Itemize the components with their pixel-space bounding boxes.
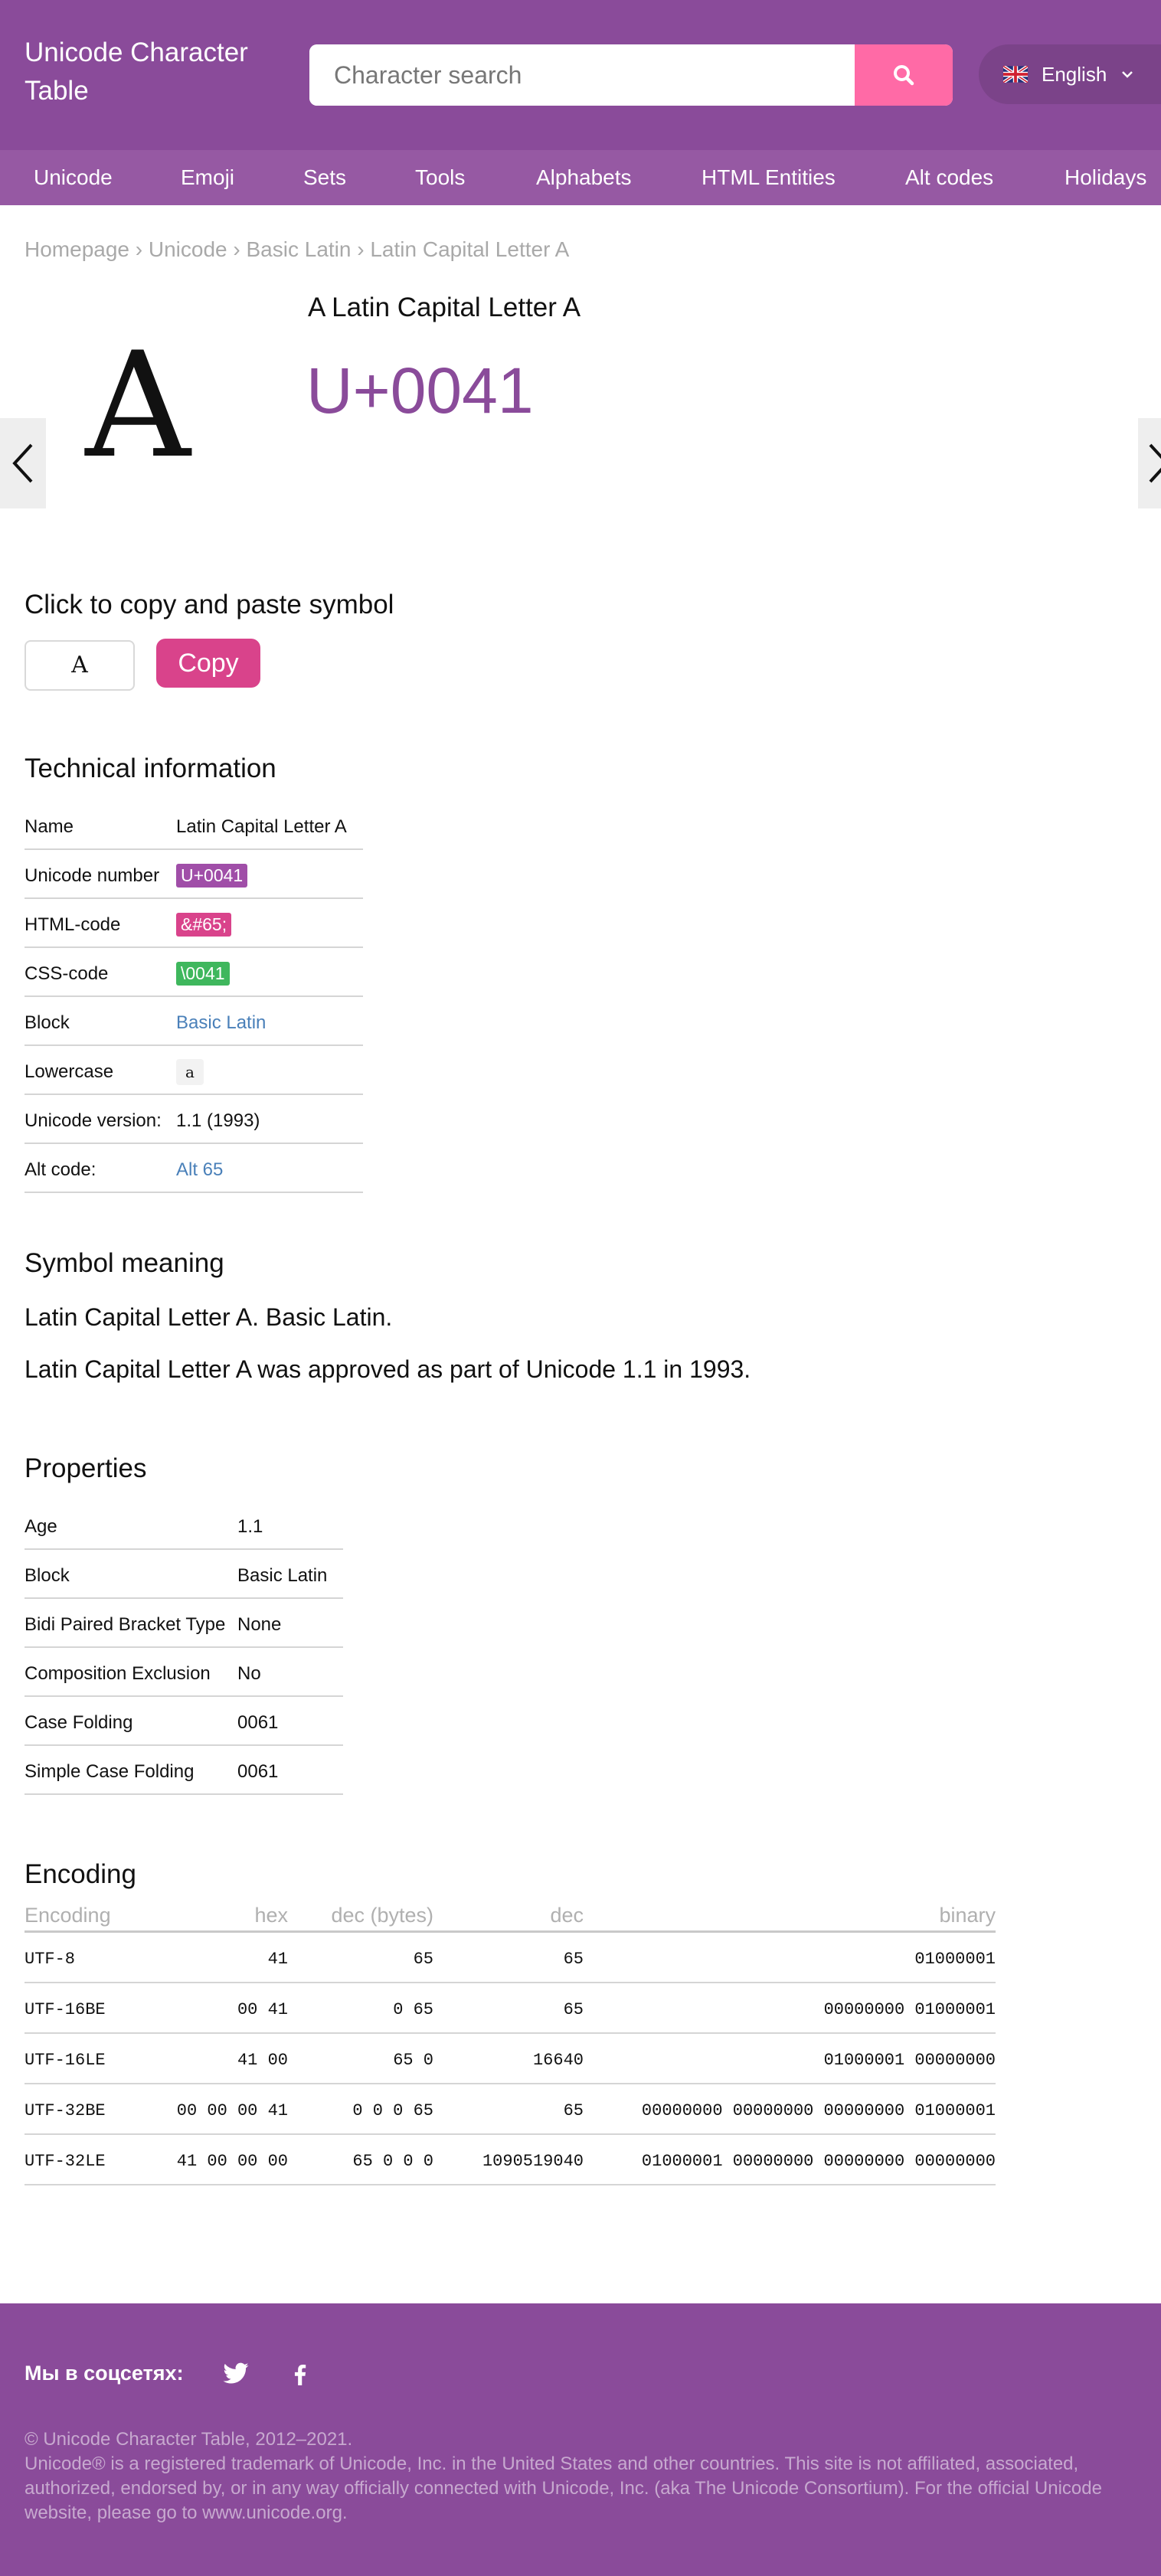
row-key: Block	[25, 1012, 70, 1033]
cell-dec: 16640	[532, 2051, 584, 2070]
table-row	[25, 1599, 343, 1648]
cell-hex: 41 00 00 00	[176, 2152, 288, 2171]
cell-dec-bytes: 0 0 0 65	[352, 2101, 433, 2120]
cell-dec: 65	[563, 1950, 584, 1969]
cell-dec: 65	[563, 2000, 584, 2019]
facebook-icon[interactable]	[286, 2360, 314, 2388]
breadcrumb-basic-latin[interactable]: Basic Latin	[246, 237, 352, 261]
table-row	[25, 1933, 996, 1983]
language-label: English	[1042, 62, 1107, 86]
table-row	[25, 1095, 363, 1144]
lowercase-link[interactable]: a	[176, 1059, 204, 1085]
nav-alphabets[interactable]: Alphabets	[536, 165, 632, 189]
row-key: Simple Case Folding	[25, 1761, 195, 1782]
cell-encoding: UTF-16LE	[25, 2051, 106, 2070]
table-row	[25, 1746, 343, 1795]
row-key: Block	[25, 1565, 70, 1586]
search-icon	[892, 64, 915, 87]
nav-alt-codes[interactable]: Alt codes	[905, 165, 994, 189]
cell-encoding: UTF-32BE	[25, 2101, 106, 2120]
cell-binary: 00000000 00000000 00000000 01000001	[641, 2101, 996, 2120]
character-code: U+0041	[306, 355, 534, 427]
logo-line-1[interactable]: Unicode Character	[25, 38, 248, 67]
nav-sets[interactable]: Sets	[303, 165, 347, 189]
nav-html-entities[interactable]: HTML Entities	[702, 165, 836, 189]
cell-dec: 65	[563, 2101, 584, 2120]
cell-binary: 00000000 01000001	[823, 2000, 996, 2019]
column-header: Encoding	[25, 1904, 111, 1927]
chevron-right-icon	[1147, 442, 1161, 485]
meaning-text-2: Latin Capital Letter A was approved as part of Unicode 1.1 in 1993.	[25, 1355, 751, 1383]
table-row	[25, 1046, 363, 1095]
column-header: hex	[254, 1904, 288, 1927]
twitter-icon[interactable]	[222, 2360, 250, 2388]
encoding-table-header	[25, 1902, 996, 1933]
properties-table	[25, 1501, 343, 1795]
block-link[interactable]: Basic Latin	[176, 1012, 267, 1033]
cell-encoding: UTF-8	[25, 1950, 76, 1969]
cell-binary: 01000001 00000000	[823, 2051, 996, 2070]
encoding-heading: Encoding	[25, 1859, 136, 1889]
table-row	[25, 2084, 996, 2135]
table-row	[25, 2135, 996, 2185]
social-label: Мы в соцсетях:	[25, 2362, 184, 2385]
column-header: dec	[550, 1904, 584, 1927]
unicode-number-badge[interactable]: U+0041	[176, 864, 247, 888]
site-logo[interactable]	[25, 34, 270, 110]
breadcrumb-unicode[interactable]: Unicode	[148, 237, 227, 261]
symbol-meaning-heading: Symbol meaning	[25, 1248, 224, 1278]
table-row	[25, 1697, 343, 1746]
search-button[interactable]	[855, 44, 953, 106]
breadcrumb-separator: ›	[135, 237, 143, 261]
next-character-button[interactable]	[1138, 418, 1161, 508]
site-footer	[0, 2303, 1161, 2576]
breadcrumb-separator: ›	[357, 237, 365, 261]
table-row	[25, 997, 363, 1046]
main-nav	[0, 150, 1161, 205]
copy-heading: Click to copy and paste symbol	[25, 590, 394, 619]
table-row	[25, 948, 363, 997]
table-row	[25, 1648, 343, 1697]
technical-info-heading: Technical information	[25, 754, 276, 783]
copy-button[interactable]: Copy	[156, 639, 260, 688]
copy-symbol-field[interactable]: A	[25, 640, 135, 691]
nav-unicode[interactable]: Unicode	[34, 165, 113, 189]
cell-binary: 01000001	[914, 1950, 996, 1969]
character-glyph: A	[85, 321, 191, 490]
row-value: No	[237, 1663, 261, 1684]
cell-dec: 1090519040	[482, 2152, 584, 2171]
row-value: 0061	[237, 1712, 279, 1733]
cell-dec-bytes: 0 65	[393, 2000, 433, 2019]
row-value: None	[237, 1614, 282, 1635]
breadcrumb-current: Latin Capital Letter A	[370, 237, 570, 261]
language-selector[interactable]	[979, 44, 1161, 104]
row-key: Composition Exclusion	[25, 1663, 211, 1684]
copyright-text: © Unicode Character Table, 2012–2021.	[25, 2429, 353, 2450]
row-key: Lowercase	[25, 1061, 114, 1082]
row-key: Unicode version:	[25, 1110, 162, 1131]
row-value: 1.1	[237, 1516, 263, 1537]
table-row	[25, 1501, 343, 1550]
alt-code-link[interactable]: Alt 65	[176, 1159, 224, 1180]
row-value: Basic Latin	[237, 1565, 328, 1586]
technical-info-table	[25, 801, 363, 1193]
row-value: 0061	[237, 1761, 279, 1782]
logo-line-2[interactable]: Table	[25, 76, 89, 106]
row-key: Alt code:	[25, 1159, 96, 1180]
row-key: Case Folding	[25, 1712, 133, 1733]
table-row	[25, 2034, 996, 2084]
row-key: HTML-code	[25, 914, 121, 935]
cell-dec-bytes: 65	[413, 1950, 433, 1969]
search-input[interactable]	[309, 44, 855, 106]
chevron-down-icon	[1120, 70, 1134, 79]
site-header	[0, 0, 1161, 150]
search-box	[309, 44, 953, 106]
row-value: 1.1 (1993)	[176, 1110, 260, 1131]
breadcrumb-homepage[interactable]: Homepage	[25, 237, 129, 261]
cell-hex: 00 41	[237, 2000, 288, 2019]
cell-encoding: UTF-32LE	[25, 2152, 106, 2171]
nav-tools[interactable]: Tools	[415, 165, 466, 189]
footer-text	[25, 2427, 1127, 2525]
css-code-badge[interactable]: \0041	[176, 962, 230, 986]
meaning-text-1: Latin Capital Letter A. Basic Latin.	[25, 1303, 393, 1331]
row-key: CSS-code	[25, 963, 109, 984]
row-key: Unicode number	[25, 865, 160, 886]
disclaimer-text: Unicode® is a registered trademark of Unicode, Inc. in the United States and other countries. This site is not affiliated, associated, authorized, endorsed by, or in any way officially connected with Unicode, Inc. (aka The Unicode Consortium). For the official Unicode website, please go to www.unicode.org.	[25, 2453, 1102, 2523]
encoding-table	[25, 1902, 996, 2185]
nav-emoji[interactable]: Emoji	[181, 165, 235, 189]
cell-binary: 01000001 00000000 00000000 00000000	[641, 2152, 996, 2171]
cell-hex: 41 00	[237, 2051, 288, 2070]
cell-dec-bytes: 65 0 0 0	[352, 2152, 433, 2171]
table-row	[25, 1983, 996, 2034]
row-key: Name	[25, 816, 74, 837]
table-row	[25, 801, 363, 850]
chevron-left-icon	[11, 442, 34, 485]
breadcrumb-separator: ›	[233, 237, 240, 261]
uk-flag-icon	[1003, 66, 1028, 83]
breadcrumb	[25, 237, 569, 262]
column-header: dec (bytes)	[331, 1904, 433, 1927]
row-value: Latin Capital Letter A	[176, 816, 347, 837]
row-key: Bidi Paired Bracket Type	[25, 1614, 226, 1635]
table-row	[25, 899, 363, 948]
nav-holidays[interactable]: Holidays	[1065, 165, 1147, 189]
table-row	[25, 850, 363, 899]
cell-encoding: UTF-16BE	[25, 2000, 106, 2019]
cell-hex: 00 00 00 41	[176, 2101, 288, 2120]
table-row	[25, 1144, 363, 1193]
cell-dec-bytes: 65 0	[393, 2051, 433, 2070]
properties-heading: Properties	[25, 1453, 147, 1483]
column-header: binary	[939, 1904, 996, 1927]
previous-character-button[interactable]	[0, 418, 46, 508]
cell-hex: 41	[267, 1950, 288, 1969]
row-key: Age	[25, 1516, 57, 1537]
table-row	[25, 1550, 343, 1599]
character-title: A Latin Capital Letter A	[308, 293, 581, 322]
html-code-badge[interactable]: &#65;	[176, 913, 231, 937]
